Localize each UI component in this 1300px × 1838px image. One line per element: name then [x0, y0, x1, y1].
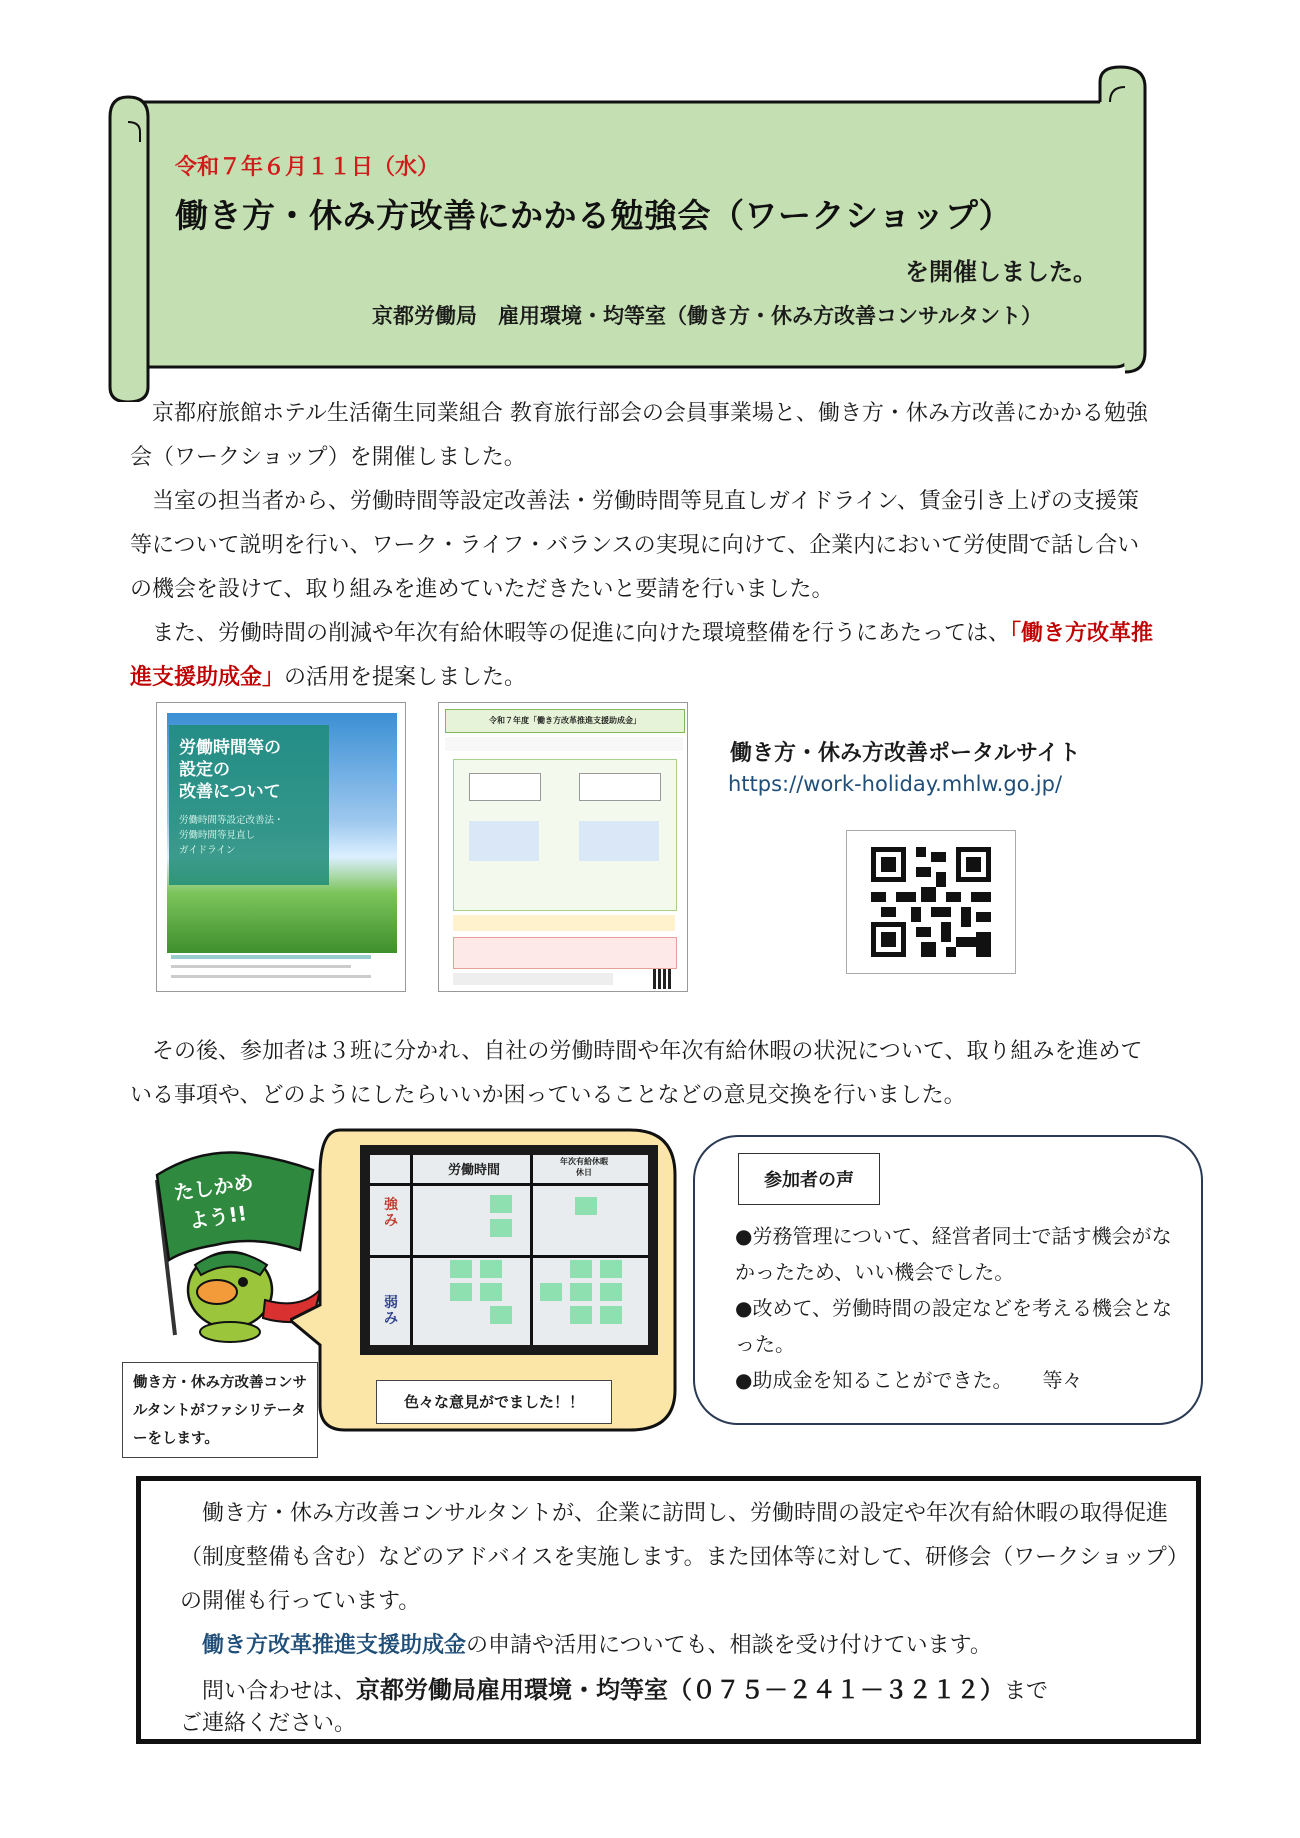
office-name: 京都労働局 雇用環境・均等室（働き方・休み方改善コンサルタント） [372, 304, 1043, 328]
brochure-text-lines-3 [171, 975, 371, 978]
brochure-subsidy-title: 令和７年度「働き方改革推進支援助成金」 [445, 709, 685, 733]
brochure-subsidy-banner [453, 915, 675, 931]
contact-office-phone: 京都労働局雇用環境・均等室（０７５－２４１－３２１２） [356, 1676, 1005, 1704]
discussion-paragraph: その後、参加者は３班に分かれ、自社の労働時間や年次有給休暇の状況について、取り組みを進めている事項や、どのようにしたらいいか困っていることなどの意見交換を行いました。 [130, 1039, 1143, 1108]
brochure-title-line-3: 改善について [179, 782, 281, 802]
consultant-info-paragraph: 働き方・休み方改善コンサルタントが、企業に訪問し、労働時間の設定や年次有給休暇の取得促進（制度整備も含む）などのアドバイスを実施します。また団体等に対して、研修会（ワークショップ）の開催も行っています。 [180, 1501, 1178, 1614]
sticky-note [480, 1283, 502, 1301]
board-header-leave: 年次有給休暇 休日 [560, 1157, 608, 1177]
qr-code-frame [846, 830, 1016, 974]
brochure-subsidy-illustration [579, 821, 659, 861]
portal-site-title: 働き方・休み方改善ポータルサイト [730, 741, 1081, 766]
subsidy-name-bottom: 働き方改革推進支援助成金 [202, 1633, 467, 1658]
brochure-subsidy-flow-box [579, 773, 661, 801]
sticky-note [540, 1283, 562, 1301]
sticky-note [490, 1195, 512, 1213]
participant-voices-label: 参加者の声 [738, 1153, 880, 1205]
voice-item-3: ●助成金を知ることができた。 等々 [735, 1368, 1083, 1392]
sticky-note [570, 1260, 592, 1278]
mascot-flag-text-1: たしかめ [172, 1170, 255, 1205]
board-row-strengths: 強み [384, 1197, 398, 1229]
sticky-note [490, 1219, 512, 1237]
sticky-note [480, 1260, 502, 1278]
sticky-note [600, 1283, 622, 1301]
event-date: 令和７年６月１１日（水） [175, 155, 440, 180]
brochure-subsidy-image [438, 702, 688, 992]
subsidy-consult-text: の申請や活用についても、相談を受け付けています。 [466, 1633, 992, 1658]
workshop-photo [360, 1145, 658, 1355]
brochure-title-panel [169, 725, 329, 885]
sticky-note [575, 1197, 597, 1215]
subsidy-consult-paragraph [180, 1624, 1180, 1668]
sticky-note [570, 1283, 592, 1301]
brochure-qr-icon [653, 969, 673, 989]
intro-paragraph-2: 当室の担当者から、労働時間等設定改善法・労働時間等見直しガイドライン、賃金引き上げの支援策等について説明を行い、ワーク・ライフ・バランスの実現に向けて、企業内において労使間で話し合いの機会を設けて、取り組みを進めていただきたいと要請を行いました。 [130, 489, 1140, 602]
sticky-note [600, 1260, 622, 1278]
qr-code-icon [871, 847, 991, 957]
facilitator-caption: 働き方・休み方改善コンサルタントがファシリテーターをします。 [122, 1362, 318, 1458]
brochure-subsidy-rate-box [453, 937, 677, 969]
brochure-guideline-image [156, 702, 406, 992]
page-subtitle: を開催しました。 [905, 258, 1097, 286]
sticky-note [600, 1306, 622, 1324]
brochure-title-line-1: 労働時間等の [179, 738, 281, 758]
portal-site-link[interactable]: https://work-holiday.mhlw.go.jp/ [728, 772, 1063, 796]
contact-suffix: まで [1004, 1679, 1049, 1704]
intro-paragraph-3-tail: の活用を提案しました。 [284, 665, 527, 690]
contact-intro: 問い合わせは、 [180, 1679, 357, 1704]
subsidy-name-highlight: 「働き方改革推進支援助成金」 [130, 621, 1154, 690]
board-header-work-hours: 労働時間 [448, 1163, 501, 1178]
brochure-sub-line-1: 労働時間等設定改善法・ [179, 815, 284, 826]
mascot-flag-text-2: よう!! [187, 1201, 249, 1233]
sticky-note [490, 1306, 512, 1324]
voice-item-1: ●労務管理について、経営者同士で話す機会がなかったため、いい機会でした。 [735, 1224, 1172, 1284]
brochure-sub-line-3: ガイドライン [179, 845, 236, 856]
brochure-sub-line-2: 労働時間等見直し [179, 830, 256, 841]
sticky-note [450, 1283, 472, 1301]
board-row-weaknesses: 弱み [384, 1295, 398, 1327]
sticky-note [450, 1260, 472, 1278]
brochure-subsidy-text-block [445, 737, 683, 751]
brochure-text-lines-2 [171, 965, 351, 968]
voice-item-2: ●改めて、労働時間の設定などを考える機会となった。 [735, 1296, 1173, 1356]
brochure-subsidy-flow-box [469, 773, 541, 801]
intro-paragraph-3-text: また、労働時間の削減や年次有給休暇等の促進に向けた環境整備を行うにあたっては、 [130, 621, 1011, 646]
photo-caption: 色々な意見がでました！！ [376, 1380, 612, 1424]
brochure-subsidy-illustration [469, 821, 539, 861]
page-title: 働き方・休み方改善にかかる勉強会（ワークショップ） [175, 196, 1013, 235]
brochure-title-line-2: 設定の [179, 760, 230, 780]
intro-paragraph-1: 京都府旅館ホテル生活衛生同業組合 教育旅行部会の会員事業場と、働き方・休み方改善にかかる勉強会（ワークショップ）を開催しました。 [130, 401, 1148, 470]
contact-closing: ご連絡ください。 [180, 1711, 357, 1736]
brochure-subsidy-footer [453, 973, 613, 985]
brochure-text-lines [171, 955, 371, 959]
whiteboard [370, 1155, 648, 1345]
sticky-note [570, 1306, 592, 1324]
intro-paragraph-3 [130, 612, 1160, 700]
